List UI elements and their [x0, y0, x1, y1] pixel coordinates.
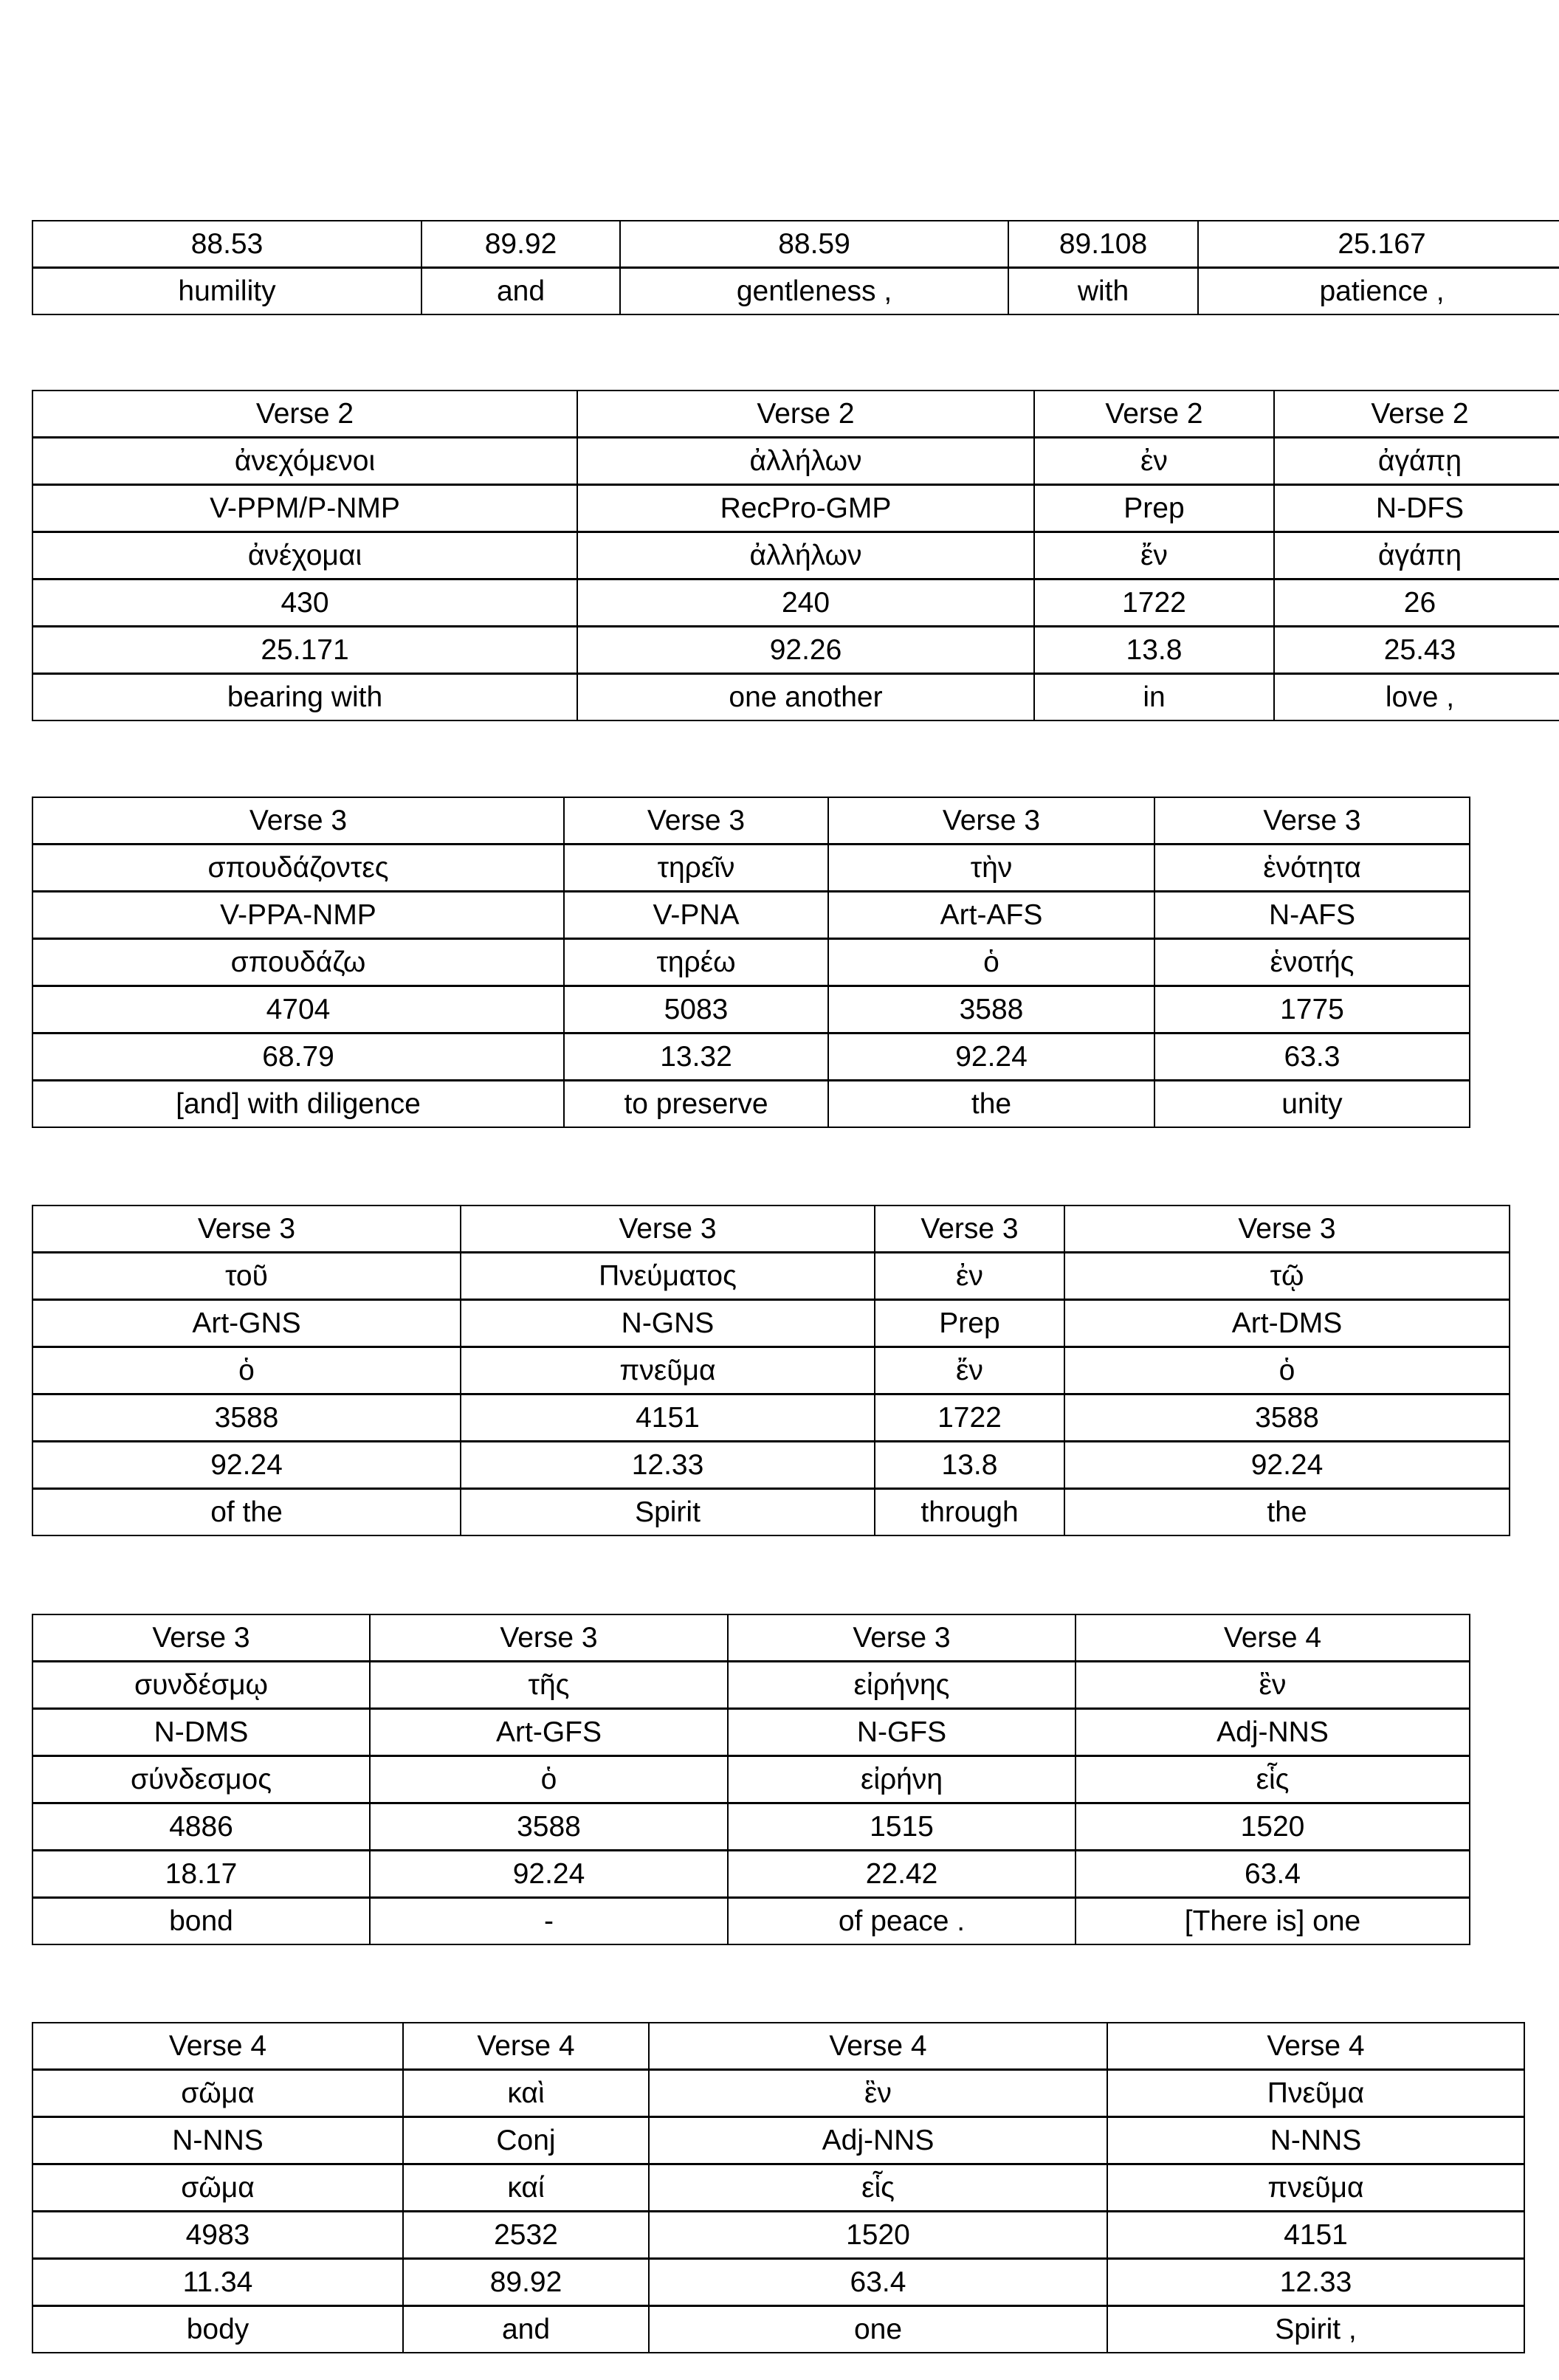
- table-cell: ἀλλήλων: [577, 438, 1034, 485]
- table-cell: 89.108: [1008, 221, 1198, 268]
- table-cell: ἑνοτής: [1154, 939, 1470, 986]
- table-cell: Verse 3: [828, 797, 1154, 845]
- table-cell: Verse 4: [1076, 1614, 1470, 1662]
- table-row: [32, 1033, 1470, 1081]
- table-row: [32, 1898, 1470, 1945]
- table-cell: εἰρήνη: [728, 1756, 1076, 1803]
- table-cell: Verse 3: [32, 1614, 370, 1662]
- table-cell: V-PPM/P-NMP: [32, 485, 577, 532]
- table-cell: Verse 4: [403, 2023, 649, 2070]
- interlinear-table-5: [32, 1614, 1470, 1945]
- table-cell: ἀγάπῃ: [1274, 438, 1559, 485]
- table-row: [32, 797, 1470, 845]
- table-cell: one another: [577, 674, 1034, 721]
- table-cell: 63.4: [1076, 1851, 1470, 1898]
- table-cell: τῆς: [370, 1662, 728, 1709]
- table-cell: 430: [32, 579, 577, 627]
- table-cell: 3588: [1064, 1394, 1510, 1442]
- table-cell: τοῦ: [32, 1253, 461, 1300]
- interlinear-table-3: [32, 797, 1470, 1128]
- table-cell: 89.92: [403, 2259, 649, 2306]
- table-cell: εἷς: [1076, 1756, 1470, 1803]
- table-cell: εἰρήνης: [728, 1662, 1076, 1709]
- table-cell: 1722: [1034, 579, 1274, 627]
- table-cell: 25.171: [32, 627, 577, 674]
- table-cell: 12.33: [1107, 2259, 1524, 2306]
- table-cell: unity: [1154, 1081, 1470, 1128]
- table-cell: Art-AFS: [828, 892, 1154, 939]
- table-row: [32, 532, 1559, 579]
- table-cell: and: [421, 268, 620, 315]
- table-cell: N-GNS: [461, 1300, 875, 1347]
- table-cell: Verse 2: [577, 391, 1034, 438]
- table-cell: ὁ: [828, 939, 1154, 986]
- table-cell: Verse 3: [461, 1206, 875, 1253]
- table-cell: of peace .: [728, 1898, 1076, 1945]
- table-row: [32, 892, 1470, 939]
- table-cell: Verse 4: [1107, 2023, 1524, 2070]
- table-cell: ὁ: [1064, 1347, 1510, 1394]
- table-cell: 88.53: [32, 221, 421, 268]
- table-cell: Verse 3: [728, 1614, 1076, 1662]
- table-cell: Art-DMS: [1064, 1300, 1510, 1347]
- table-cell: 11.34: [32, 2259, 403, 2306]
- table-cell: 4151: [1107, 2212, 1524, 2259]
- table-row: [32, 2117, 1524, 2164]
- table-cell: [There is] one: [1076, 1898, 1470, 1945]
- table-cell: 22.42: [728, 1851, 1076, 1898]
- table-cell: Πνεύματος: [461, 1253, 875, 1300]
- table-cell: 25.167: [1198, 221, 1559, 268]
- table-row: [32, 1394, 1510, 1442]
- table-cell: Art-GNS: [32, 1300, 461, 1347]
- table-cell: Verse 3: [1154, 797, 1470, 845]
- interlinear-table-6: [32, 2022, 1525, 2353]
- interlinear-table-1: [32, 220, 1559, 315]
- table-cell: 92.24: [828, 1033, 1154, 1081]
- table-cell: love ,: [1274, 674, 1559, 721]
- table-cell: 63.3: [1154, 1033, 1470, 1081]
- table-cell: Adj-NNS: [649, 2117, 1107, 2164]
- table-cell: 63.4: [649, 2259, 1107, 2306]
- table-cell: Verse 3: [32, 797, 564, 845]
- table-row: [32, 579, 1559, 627]
- table-cell: τὴν: [828, 845, 1154, 892]
- table-cell: Prep: [875, 1300, 1064, 1347]
- table-cell: RecPro-GMP: [577, 485, 1034, 532]
- table-row: [32, 845, 1470, 892]
- table-cell: ἑνότητα: [1154, 845, 1470, 892]
- table-row: [32, 986, 1470, 1033]
- table-cell: one: [649, 2306, 1107, 2353]
- table-cell: Verse 4: [32, 2023, 403, 2070]
- table-row: [32, 2023, 1524, 2070]
- table-row: [32, 2259, 1524, 2306]
- table-row: [32, 2164, 1524, 2212]
- table-row: [32, 438, 1559, 485]
- table-row: [32, 1709, 1470, 1756]
- table-cell: σῶμα: [32, 2070, 403, 2117]
- table-cell: 92.26: [577, 627, 1034, 674]
- interlinear-table-2: [32, 390, 1559, 721]
- table-row: [32, 1347, 1510, 1394]
- table-cell: N-DFS: [1274, 485, 1559, 532]
- table-cell: πνεῦμα: [1107, 2164, 1524, 2212]
- table-cell: the: [1064, 1489, 1510, 1536]
- table-row: [32, 1489, 1510, 1536]
- table-cell: 13.8: [875, 1442, 1064, 1489]
- table-cell: 92.24: [32, 1442, 461, 1489]
- table-cell: σπουδάζοντες: [32, 845, 564, 892]
- table-row: [32, 939, 1470, 986]
- table-cell: Verse 2: [32, 391, 577, 438]
- table-cell: N-NNS: [32, 2117, 403, 2164]
- interlinear-table-4: [32, 1205, 1510, 1536]
- table-cell: ἓν: [1076, 1662, 1470, 1709]
- table-row: [32, 1081, 1470, 1128]
- table-row: [32, 1253, 1510, 1300]
- table-row: [32, 1851, 1470, 1898]
- table-cell: Verse 3: [875, 1206, 1064, 1253]
- table-cell: ἓν: [649, 2070, 1107, 2117]
- table-cell: the: [828, 1081, 1154, 1128]
- table-cell: N-GFS: [728, 1709, 1076, 1756]
- table-row: [32, 2306, 1524, 2353]
- table-cell: to preserve: [564, 1081, 828, 1128]
- table-row: [32, 391, 1559, 438]
- table-cell: bearing with: [32, 674, 577, 721]
- table-cell: Verse 2: [1034, 391, 1274, 438]
- table-cell: Verse 3: [1064, 1206, 1510, 1253]
- table-cell: σπουδάζω: [32, 939, 564, 986]
- table-cell: in: [1034, 674, 1274, 721]
- table-row: [32, 1662, 1470, 1709]
- table-row: [32, 1442, 1510, 1489]
- table-cell: Art-GFS: [370, 1709, 728, 1756]
- table-cell: 4704: [32, 986, 564, 1033]
- table-cell: τηρεῖν: [564, 845, 828, 892]
- table-cell: πνεῦμα: [461, 1347, 875, 1394]
- table-cell: 2532: [403, 2212, 649, 2259]
- table-cell: ἔν: [875, 1347, 1064, 1394]
- table-cell: σῶμα: [32, 2164, 403, 2212]
- table-cell: and: [403, 2306, 649, 2353]
- table-cell: εἷς: [649, 2164, 1107, 2212]
- table-cell: of the: [32, 1489, 461, 1536]
- table-cell: Verse 3: [370, 1614, 728, 1662]
- table-cell: gentleness ,: [620, 268, 1008, 315]
- table-cell: Prep: [1034, 485, 1274, 532]
- table-cell: τηρέω: [564, 939, 828, 986]
- table-cell: N-DMS: [32, 1709, 370, 1756]
- table-cell: 26: [1274, 579, 1559, 627]
- table-cell: συνδέσμῳ: [32, 1662, 370, 1709]
- table-cell: patience ,: [1198, 268, 1559, 315]
- table-cell: ἀλλήλων: [577, 532, 1034, 579]
- table-cell: 4151: [461, 1394, 875, 1442]
- table-cell: καί: [403, 2164, 649, 2212]
- table-cell: 1722: [875, 1394, 1064, 1442]
- table-cell: ἔν: [1034, 532, 1274, 579]
- table-cell: 13.32: [564, 1033, 828, 1081]
- table-cell: 12.33: [461, 1442, 875, 1489]
- table-cell: 1520: [649, 2212, 1107, 2259]
- table-cell: Verse 4: [649, 2023, 1107, 2070]
- table-cell: Verse 3: [32, 1206, 461, 1253]
- table-cell: 4886: [32, 1803, 370, 1851]
- table-cell: τῷ: [1064, 1253, 1510, 1300]
- table-cell: 5083: [564, 986, 828, 1033]
- table-row: [32, 1756, 1470, 1803]
- table-cell: ἀνεχόμενοι: [32, 438, 577, 485]
- table-cell: σύνδεσμος: [32, 1756, 370, 1803]
- table-cell: Spirit ,: [1107, 2306, 1524, 2353]
- table-cell: ἐν: [1034, 438, 1274, 485]
- table-cell: -: [370, 1898, 728, 1945]
- table-row: [32, 2212, 1524, 2259]
- table-cell: ὁ: [370, 1756, 728, 1803]
- table-cell: 1515: [728, 1803, 1076, 1851]
- table-cell: ὁ: [32, 1347, 461, 1394]
- table-cell: 92.24: [1064, 1442, 1510, 1489]
- table-row: [32, 1206, 1510, 1253]
- table-cell: [and] with diligence: [32, 1081, 564, 1128]
- table-cell: V-PPA-NMP: [32, 892, 564, 939]
- table-cell: 88.59: [620, 221, 1008, 268]
- table-cell: V-PNA: [564, 892, 828, 939]
- table-cell: 25.43: [1274, 627, 1559, 674]
- table-row: [32, 1614, 1470, 1662]
- table-cell: 18.17: [32, 1851, 370, 1898]
- table-row: [32, 485, 1559, 532]
- table-row: [32, 1300, 1510, 1347]
- table-row: [32, 268, 1559, 315]
- table-cell: 68.79: [32, 1033, 564, 1081]
- table-row: [32, 2070, 1524, 2117]
- table-cell: 3588: [32, 1394, 461, 1442]
- table-cell: humility: [32, 268, 421, 315]
- table-row: [32, 627, 1559, 674]
- table-cell: 89.92: [421, 221, 620, 268]
- table-cell: 4983: [32, 2212, 403, 2259]
- table-cell: 1775: [1154, 986, 1470, 1033]
- table-cell: 92.24: [370, 1851, 728, 1898]
- table-cell: ἐν: [875, 1253, 1064, 1300]
- table-cell: Conj: [403, 2117, 649, 2164]
- table-cell: Πνεῦμα: [1107, 2070, 1524, 2117]
- table-row: [32, 674, 1559, 721]
- table-cell: 3588: [370, 1803, 728, 1851]
- table-cell: 3588: [828, 986, 1154, 1033]
- table-cell: body: [32, 2306, 403, 2353]
- table-cell: 240: [577, 579, 1034, 627]
- table-cell: ἀνέχομαι: [32, 532, 577, 579]
- table-cell: 13.8: [1034, 627, 1274, 674]
- table-row: [32, 221, 1559, 268]
- table-cell: through: [875, 1489, 1064, 1536]
- table-cell: N-NNS: [1107, 2117, 1524, 2164]
- table-cell: Verse 3: [564, 797, 828, 845]
- table-cell: καὶ: [403, 2070, 649, 2117]
- table-cell: 1520: [1076, 1803, 1470, 1851]
- table-row: [32, 1803, 1470, 1851]
- table-cell: Verse 2: [1274, 391, 1559, 438]
- table-cell: ἀγάπη: [1274, 532, 1559, 579]
- table-cell: Adj-NNS: [1076, 1709, 1470, 1756]
- table-cell: bond: [32, 1898, 370, 1945]
- table-cell: with: [1008, 268, 1198, 315]
- table-cell: Spirit: [461, 1489, 875, 1536]
- table-cell: N-AFS: [1154, 892, 1470, 939]
